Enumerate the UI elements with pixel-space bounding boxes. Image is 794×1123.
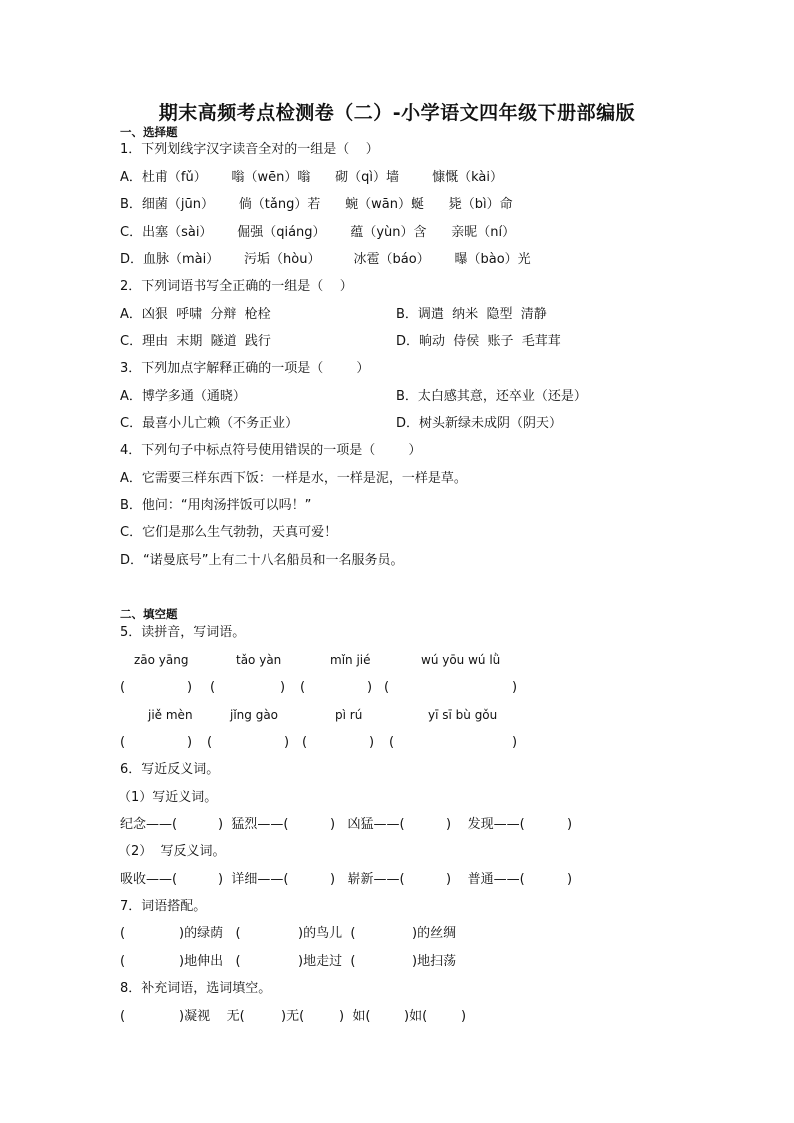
q5-pinyin: yī sī bù gǒu xyxy=(428,708,498,722)
q4-option-c: C．它们是那么生气勃勃，天真可爱！ xyxy=(120,525,338,540)
q8-fill-item[interactable]: ( xyxy=(120,1009,126,1024)
q7-collocation-item[interactable]: ( xyxy=(120,926,126,941)
q5-pinyin: jǐng gào xyxy=(230,708,279,722)
answer-blank-close: ) xyxy=(280,680,286,695)
q5-pinyin: zāo yāng xyxy=(134,653,189,667)
q2-option-a: A．凶狠 呼啸 分辩 枪栓 xyxy=(120,307,271,322)
answer-blank-open[interactable]: ( xyxy=(120,735,126,750)
answer-blank-close: ) xyxy=(512,735,518,750)
answer-blank-open[interactable]: ( xyxy=(389,735,395,750)
q3-option-d: D．树头新绿未成阴（阴天） xyxy=(396,416,563,431)
q7-collocation-item[interactable]: )地走过 ( xyxy=(298,954,356,969)
q6-sub1: （1）写近义词。 xyxy=(118,790,218,805)
section-choice-heading: 一、选择题 xyxy=(120,125,178,139)
q4-option-b: B．他问：“用肉汤拌饭可以吗！” xyxy=(120,498,312,513)
q5-pinyin: mǐn jié xyxy=(330,653,371,667)
answer-blank-open[interactable]: ( xyxy=(207,735,213,750)
q4-option-a: A．它需要三样东西下饭：一样是水，一样是泥，一样是草。 xyxy=(120,471,467,486)
q6-stem: 6．写近反义词。 xyxy=(120,762,220,777)
answer-blank-open[interactable]: ( xyxy=(120,680,126,695)
answer-blank-close: ) xyxy=(369,735,375,750)
q3-option-a: A．博学多通（通晓） xyxy=(120,389,246,404)
answer-blank-open[interactable]: ( xyxy=(302,735,308,750)
q3-option-c: C．最喜小儿亡赖（不务正业） xyxy=(120,416,299,431)
answer-blank-open[interactable]: ( xyxy=(210,680,216,695)
q8-fill-item[interactable]: )如( xyxy=(404,1009,428,1024)
answer-blank-close: ) xyxy=(284,735,290,750)
q6-antonym-item[interactable]: ) 普通——( xyxy=(446,872,525,887)
q5-pinyin: pì rú xyxy=(335,708,363,722)
q7-collocation-item: )的丝绸 xyxy=(412,926,457,941)
q5-stem: 5．读拼音，写词语。 xyxy=(120,625,246,640)
q7-collocation-item[interactable]: )的鸟儿 ( xyxy=(298,926,356,941)
q2-option-c: C．理由 末期 隧道 践行 xyxy=(120,334,271,349)
q8-fill-item[interactable]: )无( xyxy=(281,1009,305,1024)
q3-option-b: B．太白感其意，还卒业（还是） xyxy=(396,389,587,404)
q2-stem: 2．下列词语书写全正确的一组是（ ） xyxy=(120,279,353,294)
q1-option-d: D．血脉（mài） 污垢（hòu） 冰雹（báo） 曝（bào）光 xyxy=(120,252,531,267)
q1-option-b: B．细菌（jūn） 倘（tǎng）若 蜿（wān）蜒 毙（bì）命 xyxy=(120,197,513,212)
q6-antonym-item[interactable]: ) 崭新——( xyxy=(330,872,405,887)
q5-pinyin: wú yōu wú lǜ xyxy=(421,653,501,667)
q6-synonym-item[interactable]: ) 凶猛——( xyxy=(330,817,405,832)
q1-option-c: C．出塞（sài） 倔强（qiáng） 蕴（yùn）含 亲昵（ní） xyxy=(120,225,516,240)
q6-antonym-item[interactable]: ) 详细——( xyxy=(218,872,289,887)
q2-option-b: B．调遣 纳米 隐型 清静 xyxy=(396,307,547,322)
q8-fill-item[interactable]: )凝视 无( xyxy=(179,1009,245,1024)
q5-pinyin: jiě mèn xyxy=(148,708,193,722)
q6-antonym-item[interactable]: 吸收——( xyxy=(120,872,178,887)
q6-synonym-item: ) xyxy=(567,817,573,832)
q8-fill-item: ) xyxy=(461,1009,467,1024)
q8-fill-item[interactable]: ) 如( xyxy=(339,1009,371,1024)
exam-title: 期末高频考点检测卷（二）-小学语文四年级下册部编版 xyxy=(158,102,636,124)
q6-synonym-item[interactable]: ) 发现——( xyxy=(446,817,525,832)
q6-antonym-item: ) xyxy=(567,872,573,887)
q7-collocation-item: )地扫荡 xyxy=(412,954,457,969)
q7-collocation-item[interactable]: )地伸出 ( xyxy=(179,954,241,969)
q4-stem: 4．下列句子中标点符号使用错误的一项是（ ） xyxy=(120,443,422,458)
answer-blank-close: ) xyxy=(187,680,193,695)
q2-option-d: D．晌动 侍侯 账子 毛茸茸 xyxy=(396,334,561,349)
q7-stem: 7．词语搭配。 xyxy=(120,899,207,914)
q8-stem: 8．补充词语，选词填空。 xyxy=(120,981,272,996)
section-fill-heading: 二、填空题 xyxy=(120,607,178,621)
answer-blank-close: ) xyxy=(187,735,193,750)
answer-blank-close: ) xyxy=(367,680,373,695)
q1-option-a: A．杜甫（fǔ） 嗡（wēn）嗡 砌（qì）墙 慷慨（kài） xyxy=(120,170,503,185)
q4-option-d: D．“诺曼底号”上有二十八名船员和一名服务员。 xyxy=(120,553,404,568)
q6-synonym-item[interactable]: 纪念——( xyxy=(120,817,178,832)
answer-blank-open[interactable]: ( xyxy=(300,680,306,695)
q6-synonym-item[interactable]: ) 猛烈——( xyxy=(218,817,289,832)
q1-stem: 1．下列划线字汉字读音全对的一组是（ ） xyxy=(120,142,379,157)
q7-collocation-item[interactable]: )的绿荫 ( xyxy=(179,926,241,941)
q6-sub2: （2） 写反义词。 xyxy=(118,844,226,859)
q7-collocation-item[interactable]: ( xyxy=(120,954,126,969)
answer-blank-close: ) xyxy=(512,680,518,695)
q3-stem: 3．下列加点字解释正确的一项是（ ） xyxy=(120,361,370,376)
answer-blank-open[interactable]: ( xyxy=(384,680,390,695)
q5-pinyin: tǎo yàn xyxy=(236,653,282,667)
